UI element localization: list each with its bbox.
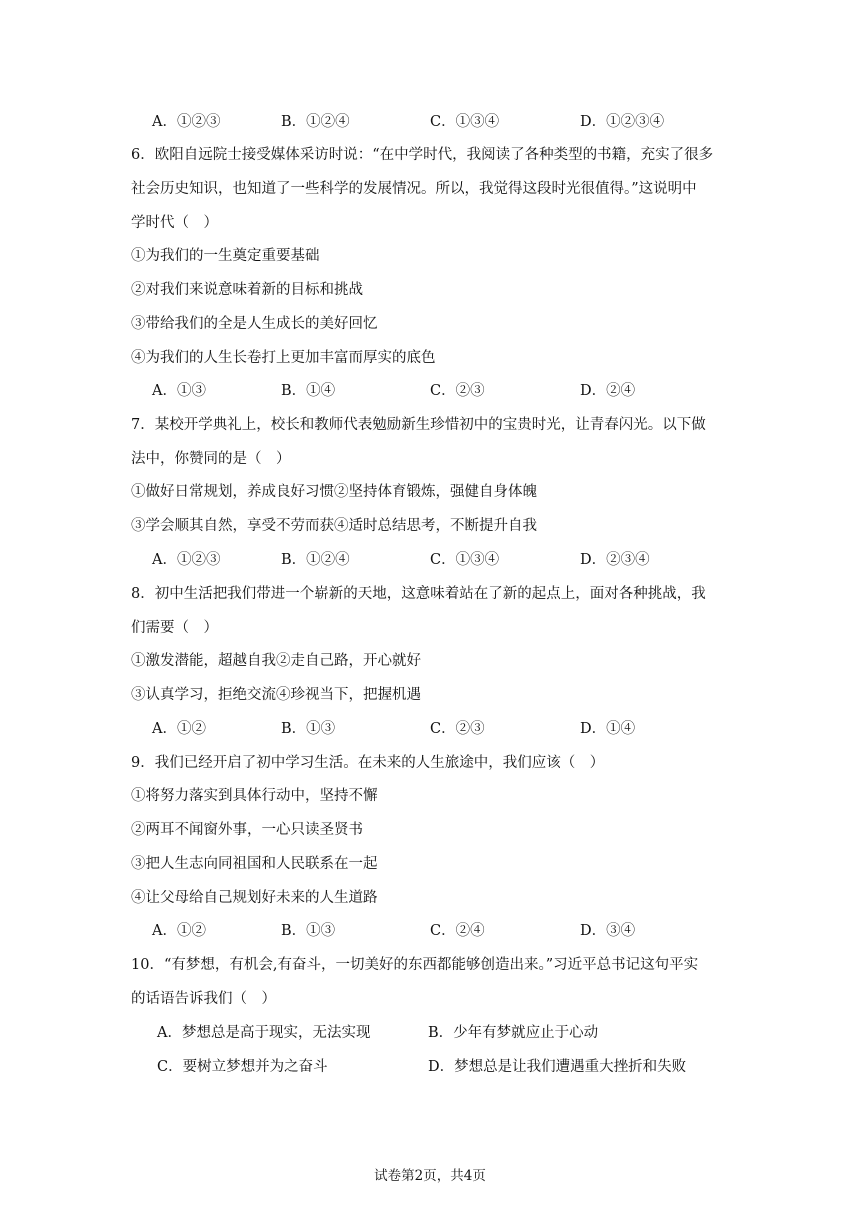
q8-option-a: A．①② (152, 721, 206, 737)
q6-item-3: ③带给我们的全是人生成长的美好回忆 (131, 316, 378, 332)
q6-item-1: ①为我们的一生奠定重要基础 (131, 248, 320, 264)
q7-option-c: C．①③④ (430, 552, 500, 568)
q8-item-2: ③认真学习，拒绝交流④珍视当下，把握机遇 (131, 687, 421, 703)
q6-item-2: ②对我们来说意味着新的目标和挑战 (131, 282, 363, 298)
q6-item-4: ④为我们的人生长卷打上更加丰富而厚实的底色 (131, 350, 436, 366)
q5-option-c: C．①③④ (430, 114, 500, 130)
q9-option-d: D．③④ (580, 923, 636, 939)
q10-option-c: C．要树立梦想并为之奋斗 (157, 1059, 328, 1075)
q6-option-d: D．②④ (580, 383, 636, 399)
q8-option-b: B．①③ (281, 721, 336, 737)
page-footer: 试卷第2页，共4页 (374, 1168, 486, 1184)
q9-item-2: ②两耳不闻窗外事，一心只读圣贤书 (131, 822, 363, 838)
q9-option-a: A．①② (152, 923, 206, 939)
q5-option-a: A．①②③ (152, 114, 221, 130)
q9-item-3: ③把人生志向同祖国和人民联系在一起 (131, 856, 378, 872)
q7-option-d: D．②③④ (580, 552, 650, 568)
q6-option-b: B．①④ (281, 383, 336, 399)
q9-option-b: B．①③ (281, 923, 336, 939)
q9-option-c: C．②④ (430, 923, 485, 939)
q8-stem-line-2: 们需要（ ） (131, 620, 218, 636)
q6-stem-line-1: 6．欧阳自远院士接受媒体采访时说：“在中学时代，我阅读了各种类型的书籍，充实了很多 (131, 147, 714, 163)
q5-option-d: D．①②③④ (580, 114, 665, 130)
q9-stem-line-1: 9．我们已经开启了初中学习生活。在未来的人生旅途中，我们应该（ ） (131, 755, 605, 771)
q9-item-4: ④让父母给自己规划好未来的人生道路 (131, 890, 378, 906)
q8-stem-line-1: 8．初中生活把我们带进一个崭新的天地，这意味着站在了新的起点上，面对各种挑战，我 (131, 586, 706, 602)
q8-item-1: ①激发潜能，超越自我②走自己路，开心就好 (131, 653, 421, 669)
q7-option-a: A．①②③ (152, 552, 221, 568)
q10-option-b: B．少年有梦就应止于心动 (428, 1025, 599, 1041)
q7-item-2: ③学会顺其自然，享受不劳而获④适时总结思考，不断提升自我 (131, 518, 537, 534)
q6-option-a: A．①③ (152, 383, 206, 399)
q8-option-d: D．①④ (580, 721, 636, 737)
q10-stem-line-1: 10．“有梦想，有机会,有奋斗，一切美好的东西都能够创造出来。”习近平总书记这句平实 (131, 957, 699, 973)
q7-item-1: ①做好日常规划，养成良好习惯②坚持体育锻炼，强健自身体魄 (131, 484, 537, 500)
q6-stem-line-3: 学时代（ ） (131, 215, 218, 231)
q10-stem-line-2: 的话语告诉我们（ ） (131, 991, 276, 1007)
q7-option-b: B．①②④ (281, 552, 350, 568)
q7-stem-line-1: 7．某校开学典礼上，校长和教师代表勉励新生珍惜初中的宝贵时光，让青春闪光。以下做 (131, 417, 706, 433)
q8-option-c: C．②③ (430, 721, 485, 737)
q9-item-1: ①将努力落实到具体行动中，坚持不懈 (131, 788, 378, 804)
q10-option-d: D．梦想总是让我们遭遇重大挫折和失败 (428, 1059, 687, 1075)
q6-stem-line-2: 社会历史知识，也知道了一些科学的发展情况。所以，我觉得这段时光很值得。”这说明中 (131, 181, 697, 197)
q5-option-b: B．①②④ (281, 114, 350, 130)
q10-option-a: A．梦想总是高于现实，无法实现 (157, 1025, 371, 1041)
q7-stem-line-2: 法中，你赞同的是（ ） (131, 451, 291, 467)
q6-option-c: C．②③ (430, 383, 485, 399)
